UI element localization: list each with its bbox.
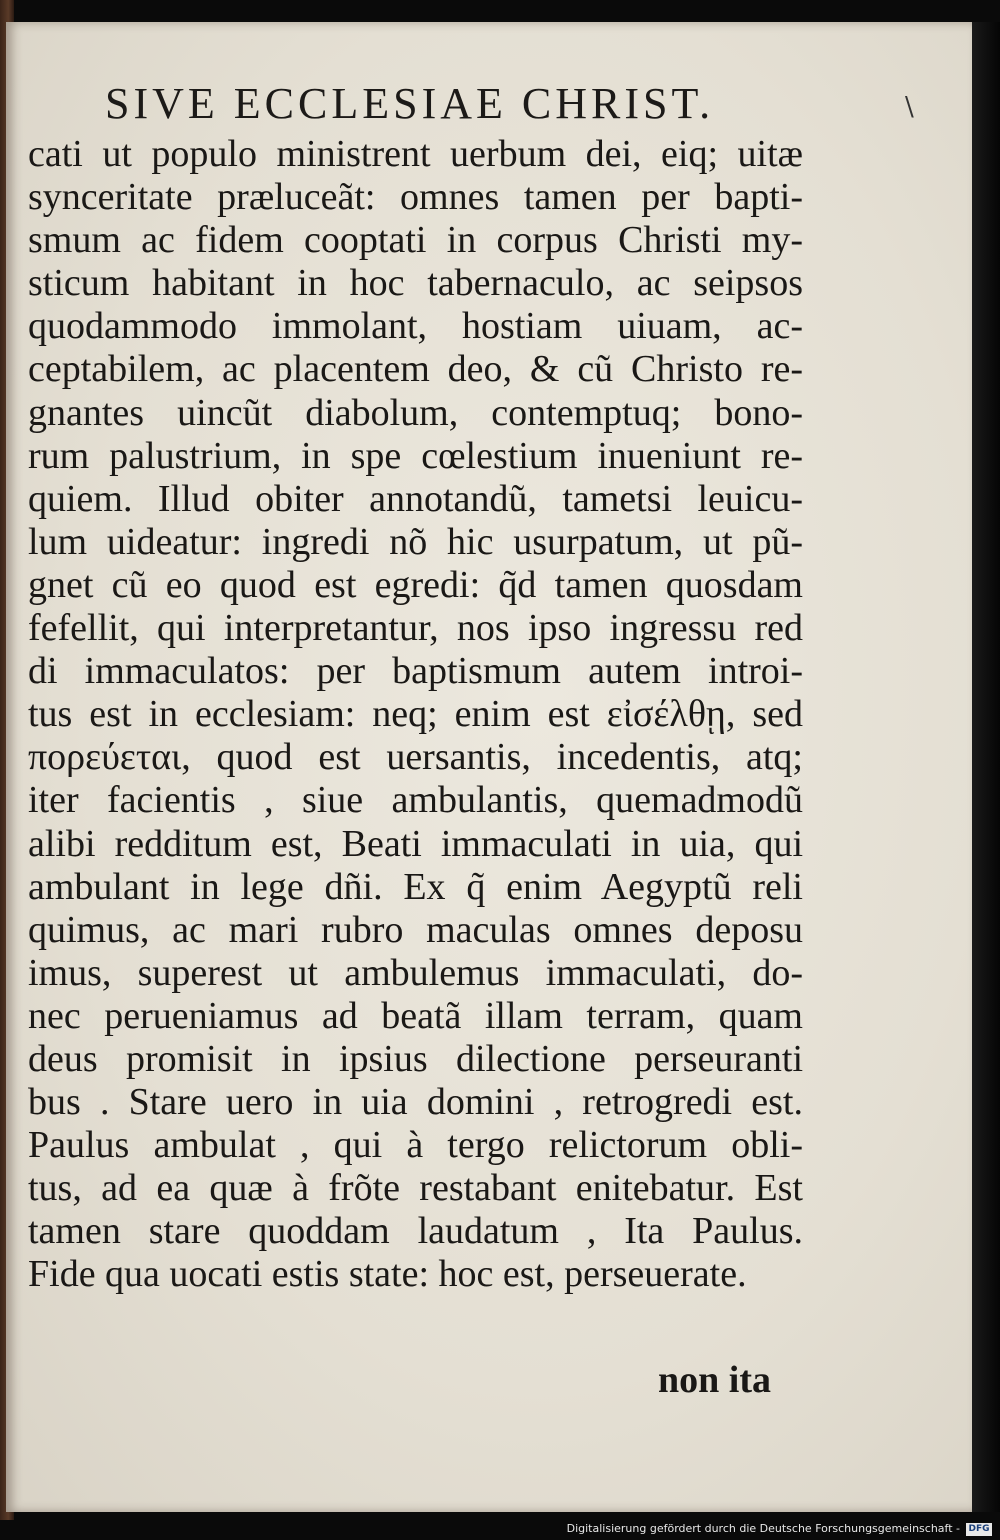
text-line: tamen stare quoddam laudatum , Ita Paulus. bbox=[28, 1210, 803, 1253]
text-line: deus promisit in ipsius dilectione perseuranti bbox=[28, 1037, 803, 1080]
page-right-shadow bbox=[972, 22, 1000, 1512]
text-line: smum ac fidem cooptati in corpus Christi my- bbox=[28, 219, 803, 262]
text-line: rum palustrium, in spe cœlestium inueniunt re- bbox=[28, 434, 803, 477]
running-head: SIVE ECCLESIAE CHRIST. bbox=[105, 79, 715, 128]
text-line: quimus, ac mari rubro maculas omnes deposu bbox=[28, 908, 803, 951]
text-line: fefellit, qui interpretantur, nos ipso ingressu red bbox=[28, 607, 803, 650]
funding-attribution: Digitalisierung gefördert durch die Deutsche Forschungsgemeinschaft - bbox=[566, 1522, 960, 1535]
corner-mark: \ bbox=[905, 92, 914, 122]
text-line: quodammodo immolant, hostiam uiuam, ac- bbox=[28, 305, 803, 348]
text-line: Paulus ambulat , qui à tergo relictorum obli- bbox=[28, 1124, 803, 1167]
text-line: cati ut populo ministrent uerbum dei, eiq; uitæ bbox=[28, 133, 803, 175]
text-line: nec perueniamus ad beatã illam terram, quam bbox=[28, 994, 803, 1037]
dfg-logo: DFG bbox=[966, 1523, 992, 1536]
text-line: Fide qua uocati estis state: hoc est, perseuerate. bbox=[28, 1253, 747, 1296]
text-line: tus, ad ea quæ à frõte restabant enitebatur. Est bbox=[28, 1167, 803, 1210]
text-line: πορεύεται, quod est uersantis, incedentis, atq; bbox=[28, 736, 803, 779]
text-line: imus, superest ut ambulemus immaculati, do- bbox=[28, 951, 803, 994]
body-text bbox=[28, 133, 803, 1297]
catchword: non ita bbox=[658, 1359, 771, 1401]
text-line: quiem. Illud obiter annotandũ, tametsi leuicu- bbox=[28, 477, 803, 520]
text-line: alibi redditum est, Beati immaculati in uia, qui bbox=[28, 822, 803, 865]
text-line: sticum habitant in hoc tabernaculo, ac seipsos bbox=[28, 262, 803, 305]
text-line: gnantes uincũt diabolum, contemptuq; bono- bbox=[28, 391, 803, 434]
text-line: ambulant in lege dñi. Ex q̃ enim Aegyptũ reli bbox=[28, 865, 803, 908]
text-line: tus est in ecclesiam: neq; enim est εἰσέλθῃ, sed bbox=[28, 693, 803, 736]
text-line: synceritate præluceãt: omnes tamen per bapti- bbox=[28, 176, 803, 219]
text-line: bus . Stare uero in uia domini , retrogredi est. bbox=[28, 1081, 803, 1124]
text-line: gnet cũ eo quod est egredi: q̃d tamen quosdam bbox=[28, 563, 803, 606]
text-line: di immaculatos: per baptismum autem introi- bbox=[28, 650, 803, 693]
text-line: iter facientis , siue ambulantis, quemadmodũ bbox=[28, 779, 803, 822]
text-line: lum uideatur: ingredi nõ hic usurpatum, ut pũ- bbox=[28, 520, 803, 563]
text-line: ceptabilem, ac placentem deo, & cũ Christo re- bbox=[28, 348, 803, 391]
